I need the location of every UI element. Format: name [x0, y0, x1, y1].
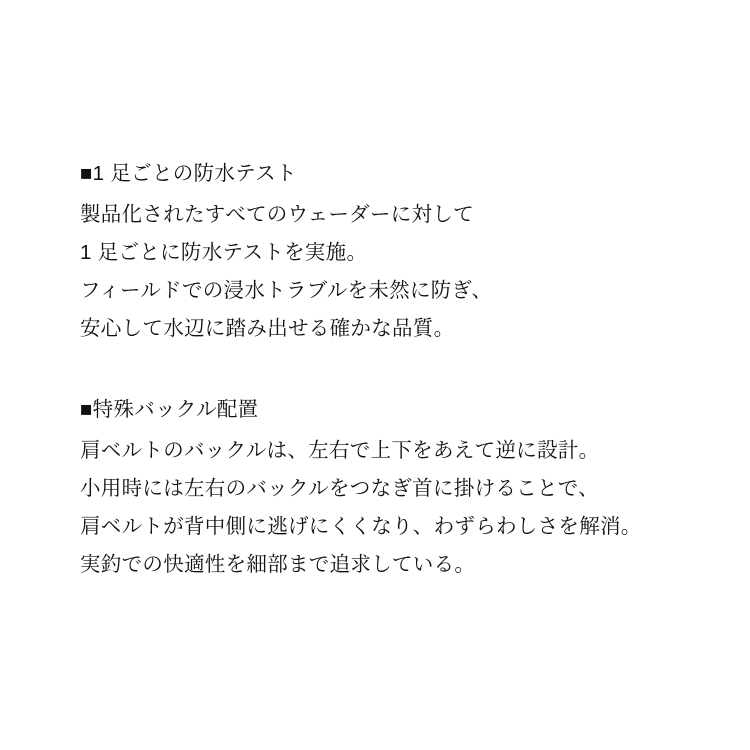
document-content — [80, 158, 680, 584]
section-buckle-placement — [80, 394, 680, 584]
body-line: 実釣での快適性を細部まで追求している。 — [80, 553, 476, 576]
body-line: 肩ベルトが背中側に逃げにくくなり、わずらわしさを解消。 — [80, 515, 642, 538]
body-line: フィールドでの浸水トラブルを未然に防ぎ、 — [80, 279, 493, 302]
section-heading: ■特殊バックル配置 — [80, 398, 259, 421]
body-line: 肩ベルトのバックルは、左右で上下をあえて逆に設計。 — [80, 439, 600, 462]
body-line: 1 足ごとに防水テストを実施。 — [80, 241, 368, 264]
section-heading: ■1 足ごとの防水テスト — [80, 162, 297, 185]
section-waterproof-test — [80, 158, 680, 348]
body-line: 安心して水辺に踏み出せる確かな品質。 — [80, 317, 455, 340]
body-line: 小用時には左右のバックルをつなぎ首に掛けることで、 — [80, 477, 599, 500]
body-line: 製品化されたすべてのウェーダーに対して — [80, 203, 474, 226]
